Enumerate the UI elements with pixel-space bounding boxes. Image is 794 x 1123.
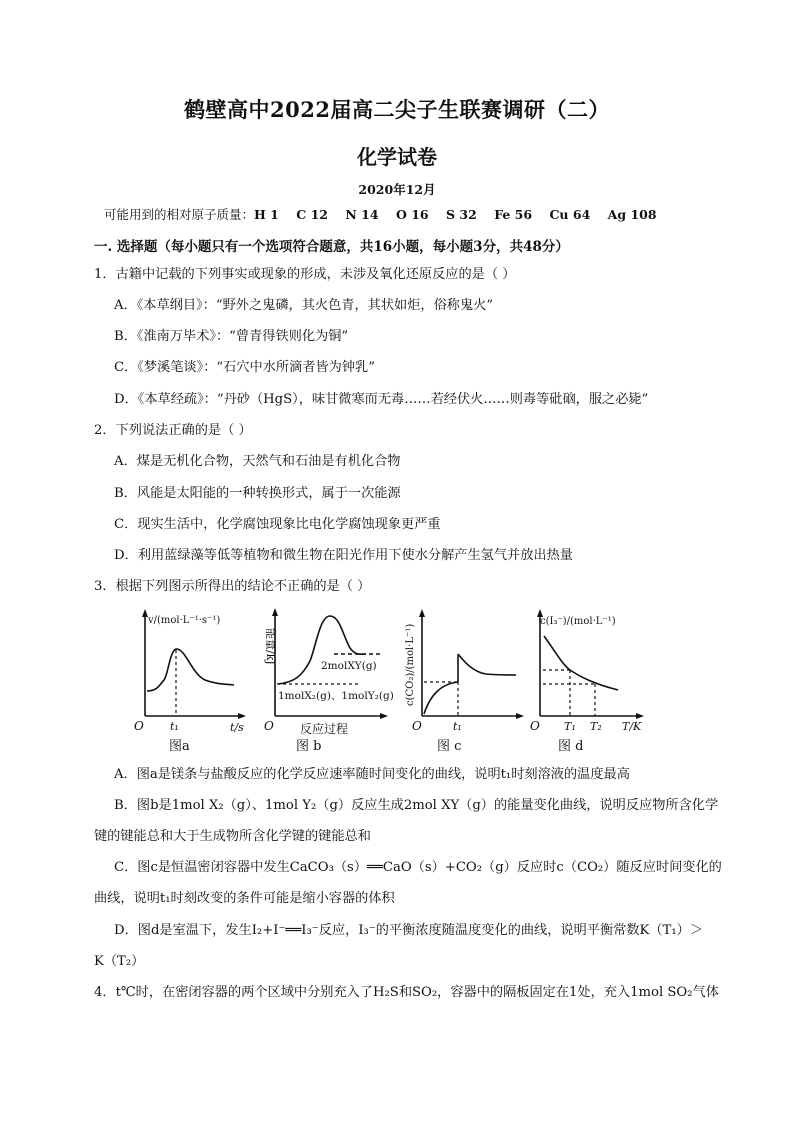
question-1-option-c: C．《梦溪笔谈》：“石穴中水所滴者皆为钟乳” (114, 360, 375, 375)
question-3-option-b-line1: B．图b是1mol X₂（g）、1mol Y₂（g）反应生成2mol XY（g）的能量变化曲线，说明反应物所含化学 (114, 798, 719, 813)
figure-b-reactant-label: 1molX₂(g)、1molY₂(g) (278, 690, 394, 702)
figure-c-origin: O (412, 719, 422, 733)
question-2-stem: 2．下列说法正确的是（ ） (94, 423, 252, 438)
figure-c-caption: 图 c (437, 739, 462, 754)
figure-c-ylabel: c(CO₂)/(mol·L⁻¹) (405, 623, 416, 706)
question-3-figures (130, 606, 730, 756)
question-2-option-b: B．风能是太阳能的一种转换形式，属于一次能源 (114, 486, 401, 501)
question-4-stem: 4．t℃时，在密闭容器的两个区域中分别充入了H₂S和SO₂，容器中的隔板固定在1处，充入1mol SO₂气体 (94, 985, 719, 1000)
figure-d-t2-label: T₂ (590, 720, 602, 733)
figure-a-rate-curve (147, 649, 234, 691)
figure-a-ylabel: v/(mol·L⁻¹·s⁻¹) (148, 615, 221, 626)
figure-b-ylabel: 能量/kJ (264, 628, 277, 665)
section-title: 一. 选择题（每小题只有一个选项符合题意，共16小题，每小题3分，共48分） (94, 239, 569, 255)
figure-c-rise-curve (424, 682, 458, 714)
question-1-option-a: A．《本草纲目》：“野外之鬼磷，其火色青，其状如炬，俗称鬼火” (114, 298, 494, 313)
atomic-masses-label: 可能用到的相对原子质量： (104, 207, 255, 222)
figure-b-origin: O (264, 719, 274, 733)
page-title: 鹤壁高中2022届高二尖子生联赛调研（二） (184, 97, 610, 122)
figure-d-ylabel: c(I₃⁻)/(mol·L⁻¹) (540, 616, 616, 627)
question-3-option-b-line2: 键的键能总和大于生成物所含化学键的键能总和 (94, 829, 371, 844)
question-3-option-c-line2: 曲线，说明t₁时刻改变的条件可能是缩小容器的体积 (94, 891, 395, 906)
question-2-option-a: A．煤是无机化合物，天然气和石油是有机化合物 (114, 454, 401, 469)
figure-d-chart (530, 609, 644, 733)
question-3-option-c-line1: C．图c是恒温密闭容器中发生CaCO₃（s）══CaO（s）+CO₂（g）反应时c（CO₂）随反应时间变化的 (114, 860, 722, 875)
figure-b-product-label: 2molXY(g) (321, 660, 377, 672)
figure-d-origin: O (530, 719, 540, 733)
figure-a-chart (134, 609, 246, 734)
question-3-option-d-line2: K（T₂） (94, 954, 145, 969)
figure-c-decay-curve (458, 654, 516, 675)
figure-a-x-arrow (238, 713, 246, 719)
question-3-stem: 3．根据下列图示所得出的结论不正确的是（ ） (94, 579, 371, 594)
question-1-stem: 1．古籍中记载的下列事实或现象的形成，未涉及氧化还原反应的是（ ） (94, 267, 516, 282)
figure-c-t1-label: t₁ (453, 720, 462, 733)
figure-a-origin: O (134, 719, 144, 733)
figure-c-chart (405, 609, 524, 733)
question-2-option-d: D．利用蓝绿藻等低等植物和微生物在阳光作用下使水分解产生氢气并放出热量 (114, 548, 573, 563)
figure-a-caption: 图a (169, 739, 190, 754)
exam-date: 2020年12月 (358, 182, 436, 197)
figure-b-xlabel: 反应过程 (300, 722, 349, 736)
figure-a-t1-label: t₁ (170, 720, 179, 733)
figure-b-chart (264, 608, 394, 736)
question-3-option-a: A．图a是镁条与盐酸反应的化学反应速率随时间变化的曲线，说明t₁时刻溶液的温度最高 (114, 767, 630, 782)
question-2-option-c: C．现实生活中，化学腐蚀现象比电化学腐蚀现象更严重 (114, 517, 441, 532)
figure-a-xlabel: t/s (230, 721, 244, 734)
page-subtitle: 化学试卷 (357, 145, 437, 169)
atomic-masses (104, 205, 657, 223)
figure-b-energy-curve (278, 616, 366, 684)
question-1-option-b: B．《淮南万毕术》：“曾青得铁则化为铜” (114, 329, 349, 344)
figure-b-y-arrow (272, 608, 278, 616)
figure-d-xlabel: T/K (622, 720, 642, 733)
question-3-option-d-line1: D．图d是室温下，发生I₂+I⁻══I₃⁻反应，I₃⁻的平衡浓度随温度变化的曲线，说明平衡常数K（T₁）＞ (114, 923, 704, 938)
figure-d-concentration-curve (544, 636, 618, 690)
figure-b-caption: 图 b (296, 739, 322, 754)
figure-c-x-arrow (516, 713, 524, 719)
figure-d-caption: 图 d (558, 739, 584, 754)
question-1-option-d: D．《本草经疏》：“丹砂（HgS），味甘微寒而无毒……若经伏火……则毒等砒硇，服之必毙” (114, 392, 649, 407)
figure-b-x-arrow (380, 713, 388, 719)
figure-c-y-arrow (419, 609, 425, 617)
figure-d-x-arrow (636, 713, 644, 719)
figure-d-t1-label: T₁ (564, 720, 576, 733)
atomic-masses-values: H 1 C 12 N 14 O 16 S 32 Fe 56 Cu 64 Ag 108 (254, 207, 657, 222)
